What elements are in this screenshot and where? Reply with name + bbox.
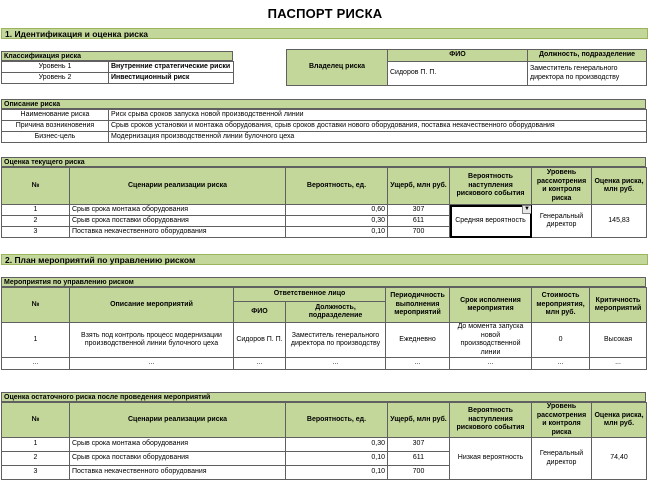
col-cost: Стоимость мероприятия, млн руб.: [532, 288, 590, 323]
col-risk-estimate: Оценка риска, млн руб.: [592, 168, 647, 205]
col-control-level: Уровень рассмотрения и контроля риска: [532, 403, 592, 438]
probability-cell[interactable]: 0,10: [286, 452, 388, 466]
measure-description-cell[interactable]: ...: [70, 358, 234, 370]
col-measure-description: Описание мероприятий: [70, 288, 234, 323]
col-probability: Вероятность, ед.: [286, 403, 388, 438]
row-num: 1: [2, 438, 70, 452]
description-row: [2, 110, 647, 121]
row-num: ...: [2, 358, 70, 370]
section-management-plan: 2. План мероприятий по управлению риском: [1, 254, 648, 265]
damage-cell[interactable]: 307: [388, 205, 450, 216]
deadline-cell[interactable]: До момента запуска новой производственной линии: [450, 323, 532, 358]
col-num: №: [2, 403, 70, 438]
col-deadline: Срок исполнения мероприятия: [450, 288, 532, 323]
col-position: Должность, подразделение: [286, 302, 386, 323]
event-probability-value: Средняя вероятность: [455, 216, 526, 224]
table-row: [2, 205, 647, 216]
description-value-cell[interactable]: Модернизация производственной линии булочного цеха: [109, 132, 647, 143]
position-cell[interactable]: ...: [286, 358, 386, 370]
risk-estimate-cell[interactable]: 145,83: [592, 205, 647, 238]
description-label: Наименование риска: [2, 110, 109, 121]
current-risk-table: [1, 167, 647, 238]
col-scenario: Сценарии реализации риска: [70, 403, 286, 438]
owner-position-cell[interactable]: Заместитель генерального директора по производству: [528, 62, 647, 86]
periodicity-cell[interactable]: ...: [386, 358, 450, 370]
description-row: [2, 132, 647, 143]
description-label: Причина возникновения: [2, 121, 109, 132]
fio-cell[interactable]: Сидоров П. П.: [234, 323, 286, 358]
event-probability-cell[interactable]: Низкая вероятность: [450, 438, 532, 480]
position-cell[interactable]: Заместитель генерального директора по производству: [286, 323, 386, 358]
row-num: 1: [2, 323, 70, 358]
scenario-cell[interactable]: Поставка некачественного оборудования: [70, 466, 286, 480]
periodicity-cell[interactable]: Ежедневно: [386, 323, 450, 358]
col-probability: Вероятность, ед.: [286, 168, 388, 205]
owner-fio-cell[interactable]: Сидоров П. П.: [388, 62, 528, 86]
chevron-down-icon[interactable]: ▼: [522, 205, 532, 214]
cost-cell[interactable]: 0: [532, 323, 590, 358]
owner-fio-header: ФИО: [388, 50, 528, 62]
col-periodicity: Периодичность выполнения мероприятий: [386, 288, 450, 323]
level-value-cell[interactable]: Внутренние стратегические риски: [109, 62, 234, 73]
fio-cell[interactable]: ...: [234, 358, 286, 370]
level-value-cell[interactable]: Инвестиционный риск: [109, 73, 234, 84]
criticality-cell[interactable]: Высокая: [590, 323, 647, 358]
level-label: Уровень 2: [2, 73, 109, 84]
risk-estimate-cell[interactable]: 74,40: [592, 438, 647, 480]
event-probability-dropdown[interactable]: [450, 205, 532, 238]
row-num: 1: [2, 205, 70, 216]
col-event-probability: Вероятность наступления рискового события: [450, 403, 532, 438]
level-label: Уровень 1: [2, 62, 109, 73]
owner-position-header: Должность, подразделение: [528, 50, 647, 62]
residual-risk-header: Оценка остаточного риска после проведения мероприятий: [1, 392, 646, 402]
measures-header: Мероприятия по управлению риском: [1, 277, 646, 287]
measures-table: [1, 287, 647, 370]
row-num: 3: [2, 227, 70, 238]
probability-cell[interactable]: 0,30: [286, 438, 388, 452]
damage-cell[interactable]: 307: [388, 438, 450, 452]
cost-cell[interactable]: ...: [532, 358, 590, 370]
probability-cell[interactable]: 0,30: [286, 216, 388, 227]
col-control-level: Уровень рассмотрения и контроля риска: [532, 168, 592, 205]
deadline-cell[interactable]: ...: [450, 358, 532, 370]
control-level-cell[interactable]: Генеральный директор: [532, 438, 592, 480]
col-damage: Ущерб, млн руб.: [388, 168, 450, 205]
probability-cell[interactable]: 0,60: [286, 205, 388, 216]
control-level-cell[interactable]: Генеральный директор: [532, 205, 592, 238]
probability-cell[interactable]: 0,10: [286, 466, 388, 480]
current-risk-header: Оценка текущего риска: [1, 157, 646, 167]
row-num: 2: [2, 216, 70, 227]
col-event-probability: Вероятность наступления рискового события: [450, 168, 532, 205]
residual-risk-table: [1, 402, 647, 480]
owner-table: [286, 49, 647, 86]
classification-row: [2, 73, 234, 84]
damage-cell[interactable]: 700: [388, 227, 450, 238]
scenario-cell[interactable]: Срыв срока монтажа оборудования: [70, 205, 286, 216]
col-risk-estimate: Оценка риска, млн руб.: [592, 403, 647, 438]
damage-cell[interactable]: 700: [388, 466, 450, 480]
damage-cell[interactable]: 611: [388, 216, 450, 227]
description-value-cell[interactable]: Риск срыва сроков запуска новой производственной линии: [109, 110, 647, 121]
classification-row: [2, 62, 234, 73]
col-responsible: Ответственное лицо: [234, 288, 386, 302]
description-row: [2, 121, 647, 132]
description-value-cell[interactable]: Срыв сроков установки и монтажа оборудования, срыв сроков доставки нового оборудования, поставка некачественного оборудования: [109, 121, 647, 132]
description-table: [1, 109, 647, 143]
probability-cell[interactable]: 0,10: [286, 227, 388, 238]
classification-table: [1, 61, 234, 84]
col-num: №: [2, 288, 70, 323]
classification-header: Классификация риска: [1, 51, 233, 61]
owner-label: Владелец риска: [287, 50, 388, 86]
table-row: [2, 358, 647, 370]
row-num: 3: [2, 466, 70, 480]
description-label: Бизнес-цель: [2, 132, 109, 143]
table-row: [2, 438, 647, 452]
damage-cell[interactable]: 611: [388, 452, 450, 466]
col-scenario: Сценарии реализации риска: [70, 168, 286, 205]
scenario-cell[interactable]: Поставка некачественного оборудования: [70, 227, 286, 238]
page-title: ПАСПОРТ РИСКА: [267, 6, 383, 21]
scenario-cell[interactable]: Срыв срока поставки оборудования: [70, 216, 286, 227]
scenario-cell[interactable]: Срыв срока поставки оборудования: [70, 452, 286, 466]
col-criticality: Критичность мероприятий: [590, 288, 647, 323]
scenario-cell[interactable]: Срыв срока монтажа оборудования: [70, 438, 286, 452]
table-row: [2, 323, 647, 358]
col-damage: Ущерб, млн руб.: [388, 403, 450, 438]
section-identification: 1. Идентификация и оценка риска: [1, 28, 648, 39]
col-num: №: [2, 168, 70, 205]
description-header: Описание риска: [1, 99, 646, 109]
measure-description-cell[interactable]: Взять под контроль процесс модернизации производственной линии булочного цеха: [70, 323, 234, 358]
row-num: 2: [2, 452, 70, 466]
criticality-cell[interactable]: ...: [590, 358, 647, 370]
col-fio: ФИО: [234, 302, 286, 323]
